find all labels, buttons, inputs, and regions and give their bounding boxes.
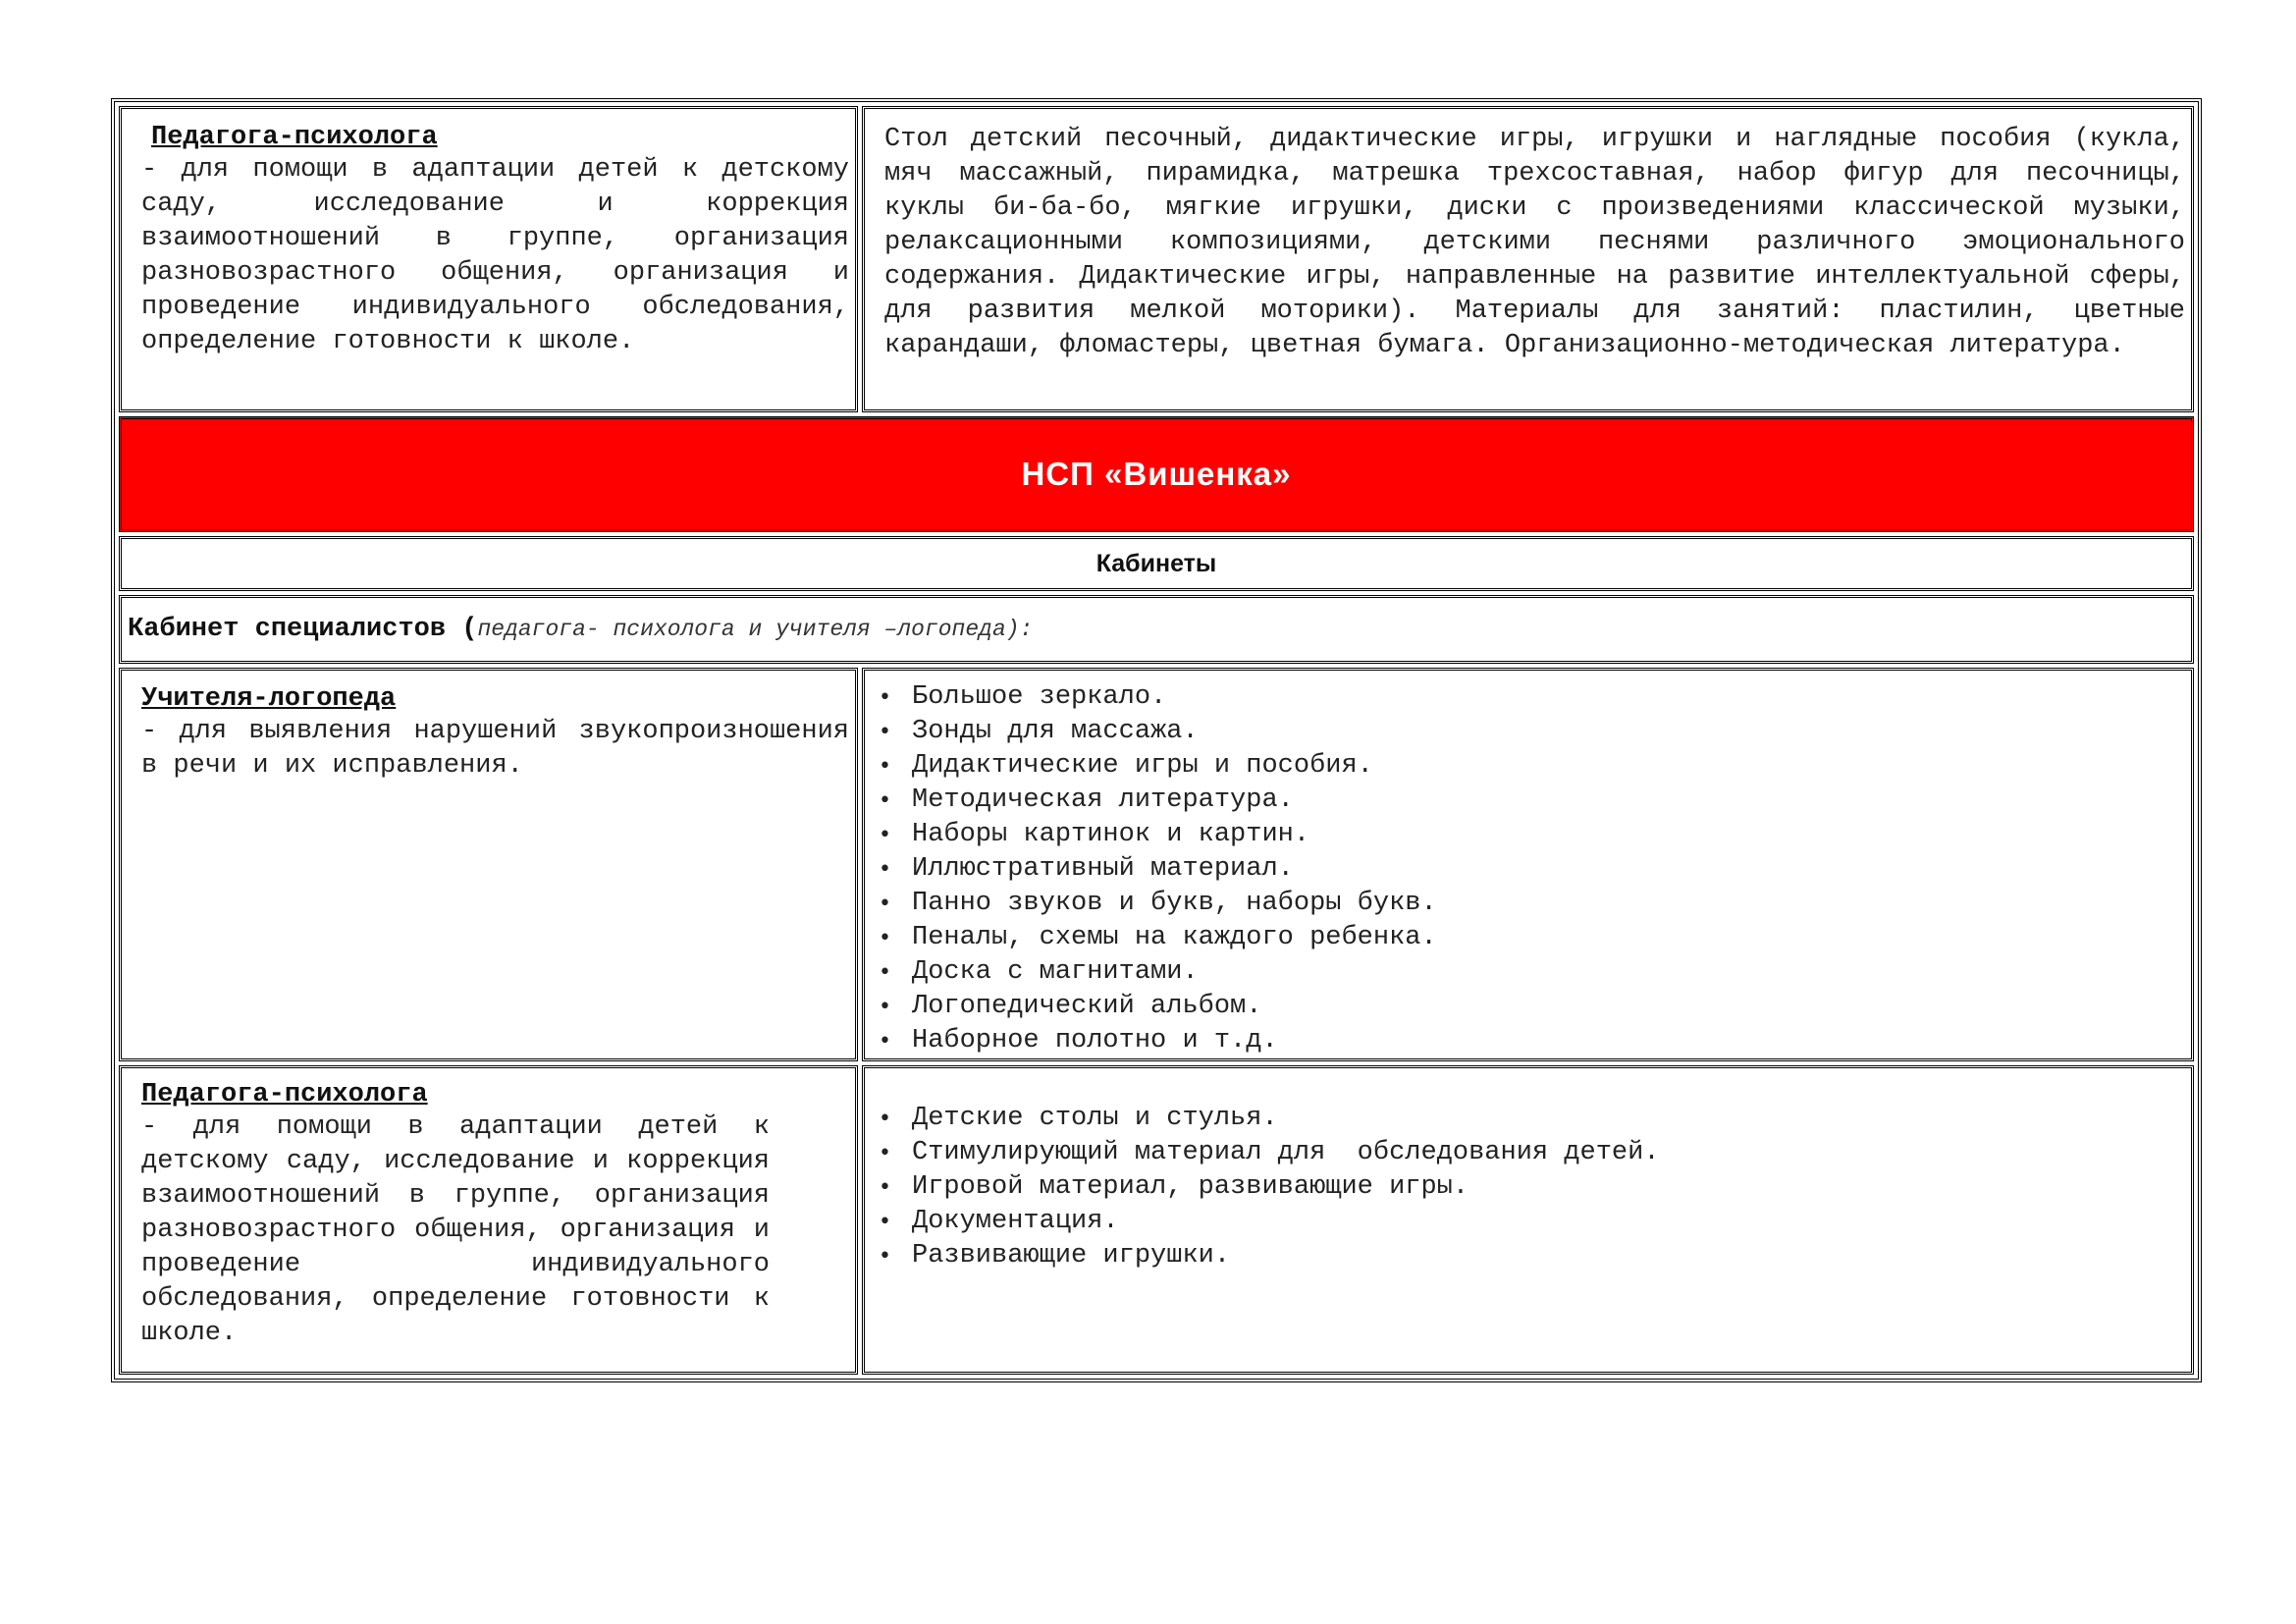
list-item: • Иллюстративный материал.	[877, 852, 2185, 887]
speech-therapist-purpose-cell	[119, 668, 858, 1061]
rooms-heading-row	[119, 536, 2194, 591]
psychologist-row-top	[119, 106, 2194, 412]
list-item: • Методическая литература.	[877, 784, 2185, 818]
rooms-heading: Кабинеты	[1095, 549, 1217, 577]
specialists-row	[119, 595, 2194, 664]
list-item: • Наборное полотно и т.д.	[877, 1024, 2185, 1058]
purpose-text: - для помощи в адаптации детей к детскому саду, исследование и коррекция взаимоотношений в группе, организация разновозрастного общения, организация и проведение индивидуального обследования, определение готовности к школе.	[141, 155, 849, 356]
list-item: • Пеналы, схемы на каждого ребенка.	[877, 921, 2185, 955]
list-item: • Детские столы и стулья.	[877, 1102, 2185, 1136]
purpose-text: - для выявления нарушений звукопроизношения в речи и их исправления.	[141, 717, 849, 781]
list-item: • Дидактические игры и пособия.	[877, 749, 2185, 784]
psychologist-purpose-cell	[119, 1065, 858, 1375]
psychologist-item-list	[877, 1102, 2185, 1273]
list-item: • Игровой материал, развивающие игры.	[877, 1170, 2185, 1205]
speech-therapist-row	[119, 668, 2194, 1061]
specialists-note: педагога- психолога и учителя –логопеда):	[477, 617, 1034, 642]
section-title: Педагога-психолога	[141, 1080, 428, 1110]
list-item: • Стимулирующий материал для обследования детей.	[877, 1136, 2185, 1170]
speech-therapist-item-list	[877, 680, 2185, 1058]
list-item: • Развивающие игрушки.	[877, 1239, 2185, 1273]
purpose-text: - для помощи в адаптации детей к детскому саду, исследование и коррекция взаимоотношений в группе, организация разновозрастного общения, организация и проведение индивидуального обследования, определение готовности к школе.	[141, 1112, 770, 1348]
rooms-heading-cell	[119, 536, 2194, 591]
list-item: • Панно звуков и букв, наборы букв.	[877, 887, 2185, 921]
division-banner	[119, 416, 2194, 532]
division-banner-row	[119, 416, 2194, 532]
specialists-cell	[119, 595, 2194, 664]
specialists-label: Кабинет специалистов	[128, 615, 447, 644]
psychologist-purpose-cell	[119, 106, 858, 412]
psychologist-row-bottom	[119, 1065, 2194, 1375]
psychologist-items-cell	[862, 1065, 2194, 1375]
list-item: • Зонды для массажа.	[877, 715, 2185, 749]
list-item: • Доска с магнитами.	[877, 955, 2185, 990]
equipment-text: Стол детский песочный, дидактические игры, игрушки и наглядные пособия (кукла, мяч массажный, пирамидка, матрешка трехсоставная, набор фигур для песочницы, куклы би-ба-бо, мягкие игрушки, диски с произведениями классической музыки, релаксационными композициями, детскими песнями различного эмоционального содержания. Дидактические игры, направленные на развитие интеллектуальной сферы, для развития мелкой моторики). Материалы для занятий: пластилин, цветные карандаши, фломастеры, цветная бумага. Организационно-методическая литература.	[884, 125, 2185, 360]
list-item: • Документация.	[877, 1205, 2185, 1239]
division-title: НСП «Вишенка»	[1021, 456, 1292, 492]
list-item: • Большое зеркало.	[877, 680, 2185, 715]
equipment-table	[111, 98, 2202, 1382]
list-item: • Логопедический альбом.	[877, 990, 2185, 1024]
list-item: • Наборы картинок и картин.	[877, 818, 2185, 852]
speech-therapist-items-cell	[862, 668, 2194, 1061]
section-title: Учителя-логопеда	[141, 684, 397, 714]
section-title: Педагога-психолога	[151, 123, 438, 152]
specialists-paren: (	[446, 615, 478, 644]
psychologist-equipment-cell	[862, 106, 2194, 412]
